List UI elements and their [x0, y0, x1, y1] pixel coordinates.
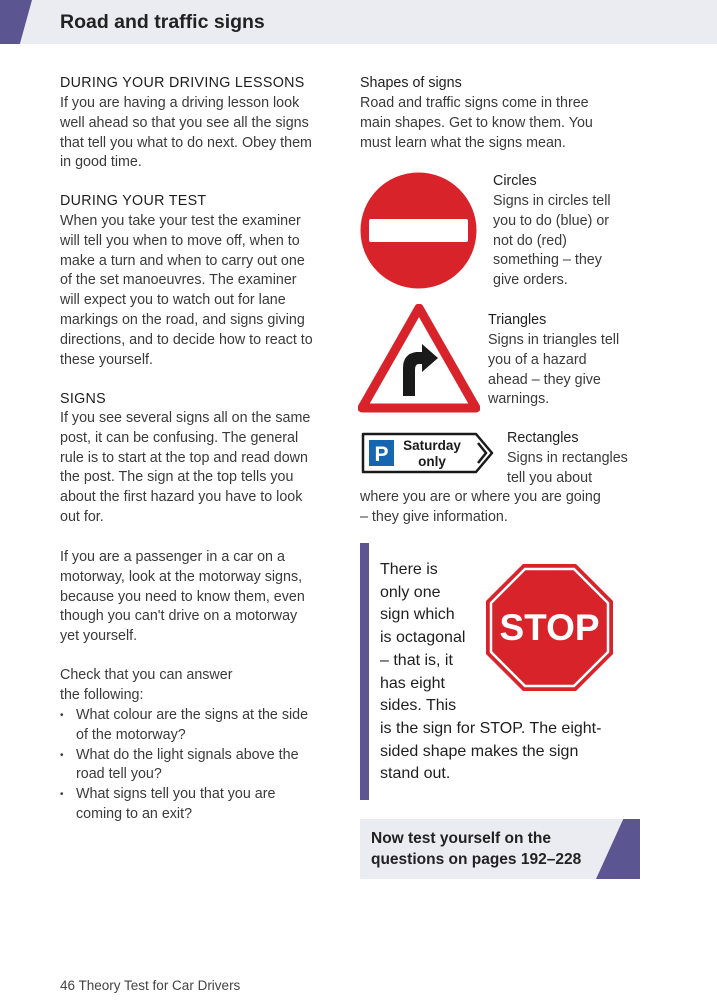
parking-sign	[360, 431, 496, 475]
shapes-text: Road and traffic signs come in three main shapes. Get to know them. You must learn what the signs mean.	[360, 95, 593, 151]
callout-accent-bar	[360, 543, 369, 800]
signs-text: If you see several signs all on the same post, it can be confusing. The general rule is to start at the top and read down the post. The sign at the top tells you about the first hazard you have to look out for.	[60, 410, 311, 525]
circles-label: Circles	[493, 173, 537, 189]
lessons-text: If you are having a driving lesson look well ahead so that you see all the signs that tell you what to do next. Obey them in good time.	[60, 95, 312, 171]
stop-text-wide: is the sign for STOP. The eight- sided shape makes the sign stand out.	[380, 720, 602, 783]
test-yourself-text: Now test yourself on the questions on pages 192–228	[371, 830, 582, 868]
no-entry-sign	[359, 171, 478, 290]
stop-sign	[485, 563, 614, 692]
page-footer: 46 Theory Test for Car Drivers	[60, 978, 241, 993]
passenger-text: If you are a passenger in a car on a motorway, look at the motorway signs, because you need to know them, even though you can't drive on a motorway yet yourself.	[60, 549, 305, 645]
list-item: • What do the light signals above the road tell you?	[60, 746, 345, 786]
stop-sign-text: STOP	[499, 607, 600, 648]
bend-warning-sign	[358, 304, 480, 413]
page-title: Road and traffic signs	[60, 11, 265, 33]
rectangles-label: Rectangles	[507, 430, 579, 446]
header-accent	[0, 0, 32, 44]
test-yourself-box	[360, 819, 640, 879]
parking-line2: only	[418, 454, 446, 469]
circles-text: Signs in circles tell you to do (blue) or not do (red) something – they give orders.	[493, 193, 611, 289]
rectangles-text: Signs in rectangles tell you about	[507, 450, 628, 486]
signs-heading: SIGNS	[60, 391, 106, 407]
question-list	[60, 706, 345, 825]
stop-text-narrow: There is only one sign which is octagonal – that is, it has eight sides. This	[380, 561, 466, 715]
parking-letter: P	[374, 443, 389, 466]
rectangles-text-cont: where you are or where you are going – they give information.	[360, 489, 601, 525]
parking-line1: Saturday	[403, 438, 461, 453]
test-heading: DURING YOUR TEST	[60, 193, 207, 209]
list-item: • What colour are the signs at the side of the motorway?	[60, 706, 345, 746]
check-text: Check that you can answer the following:	[60, 667, 233, 703]
test-text: When you take your test the examiner will tell you when to move off, when to make a turn and when to carry out one of the set manoeuvres. The examiner will expect you to watch out for lane markings on the road, and signs giving directions, and to decide how to react to these yourself.	[60, 213, 313, 368]
shapes-heading: Shapes of signs	[360, 75, 462, 91]
triangles-text: Signs in triangles tell you of a hazard ahead – they give warnings.	[488, 332, 620, 408]
lessons-heading: DURING YOUR DRIVING LESSONS	[60, 75, 305, 91]
triangles-label: Triangles	[488, 312, 547, 328]
page-header	[0, 0, 717, 44]
list-item: • What signs tell you that you are coming to an exit?	[60, 785, 345, 825]
